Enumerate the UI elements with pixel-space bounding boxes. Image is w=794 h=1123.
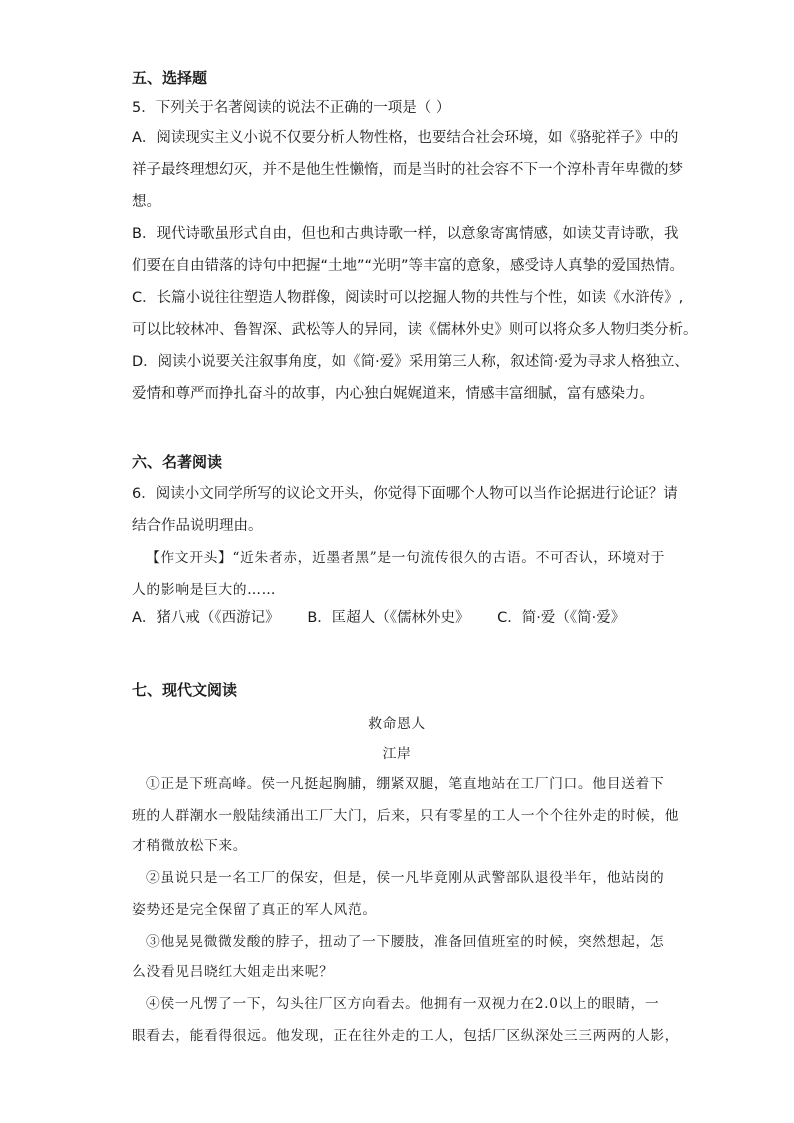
- section-6-heading: 六、名著阅读: [132, 453, 223, 471]
- option-c-line-1: C．长篇小说往往塑造人物群像，阅读时可以挖掘人物的共性与个性，如读《水浒传》,: [132, 290, 684, 306]
- paragraph-1-line-1: ①正是下班高峰。侯一凡挺起胸脯，绷紧双腿，笔直地站在工厂门口。他目送着下: [146, 776, 665, 792]
- article-author: 江岸: [382, 746, 412, 762]
- paragraph-2-line-2: 姿势还是完全保留了真正的军人风范。: [132, 902, 377, 918]
- essay-opening-line-2: 人的影响是巨大的……: [132, 582, 276, 598]
- question-5: 5．下列关于名著阅读的说法不正确的一项是（ ）: [132, 100, 451, 116]
- option-d-line-1: D．阅读小说要关注叙事角度，如《简·爱》采用第三人称，叙述简·爱为寻求人格独立、: [132, 354, 689, 370]
- section-7-heading: 七、现代文阅读: [132, 681, 238, 699]
- option-b-line-2: 们要在自由错落的诗句中把握“土地”“光明”等丰富的意象，感受诗人真挚的爱国热情。: [132, 258, 685, 274]
- essay-opening-line-1: 【作文开头】“近朱者赤，近墨者黑”是一句流传很久的古语。不可否认，环境对于: [146, 550, 666, 566]
- paragraph-3-line-2: 么没看见吕晓红大姐走出来呢？: [132, 964, 334, 980]
- question-6-line-2: 结合作品说明理由。: [132, 518, 263, 534]
- paragraph-4-line-1: ④侯一凡愣了一下，勾头往厂区方向看去。他拥有一双视力在2.0以上的眼睛，一: [146, 996, 660, 1012]
- paragraph-4-line-2: 眼看去，能看得很远。他发现，正在往外走的工人，包括厂区纵深处三三两两的人影，: [132, 1028, 680, 1044]
- question-6-line-1: 6．阅读小文同学所写的议论文开头，你觉得下面哪个人物可以当作论据进行论证？请: [132, 486, 678, 502]
- paragraph-1-line-3: 才稍微放松下来。: [132, 838, 248, 854]
- option-a-line-1: A．阅读现实主义小说不仅要分析人物性格，也要结合社会环境，如《骆驼祥子》中的: [132, 130, 679, 146]
- option-a-line-3: 想。: [132, 194, 161, 210]
- paragraph-2-line-1: ②虽说只是一名工厂的保安，但是，侯一凡毕竟刚从武警部队退役半年，他站岗的: [146, 870, 665, 886]
- question-6-options: A．猪八戒（《西游记》 B．匡超人（《儒林外史》 C．简·爱（《简·爱》: [132, 610, 626, 626]
- paragraph-1-line-2: 班的人群潮水一般陆续涌出工厂大门，后来，只有零星的工人一个个往外走的时候，他: [132, 808, 680, 824]
- option-d-line-2: 爱情和尊严而挣扎奋斗的故事，内心独白娓娓道来，情感丰富细腻，富有感染力。: [132, 386, 654, 402]
- paragraph-3-line-1: ③他晃晃微微发酸的脖子，扭动了一下腰肢，准备回值班室的时候，突然想起，怎: [146, 934, 665, 950]
- option-c-line-2: 可以比较林冲、鲁智深、武松等人的异同，读《儒林外史》则可以将众多人物归类分析。: [132, 322, 698, 338]
- section-5-heading: 五、选择题: [132, 69, 208, 87]
- option-a-line-2: 祥子最终理想幻灭，并不是他生性懒惰，而是当时的社会容不下一个淳朴青年卑微的梦: [132, 162, 683, 178]
- article-title: 救命恩人: [368, 716, 426, 732]
- option-b-line-1: B．现代诗歌虽形式自由，但也和古典诗歌一样，以意象寄寓情感，如读艾青诗歌，我: [132, 226, 679, 242]
